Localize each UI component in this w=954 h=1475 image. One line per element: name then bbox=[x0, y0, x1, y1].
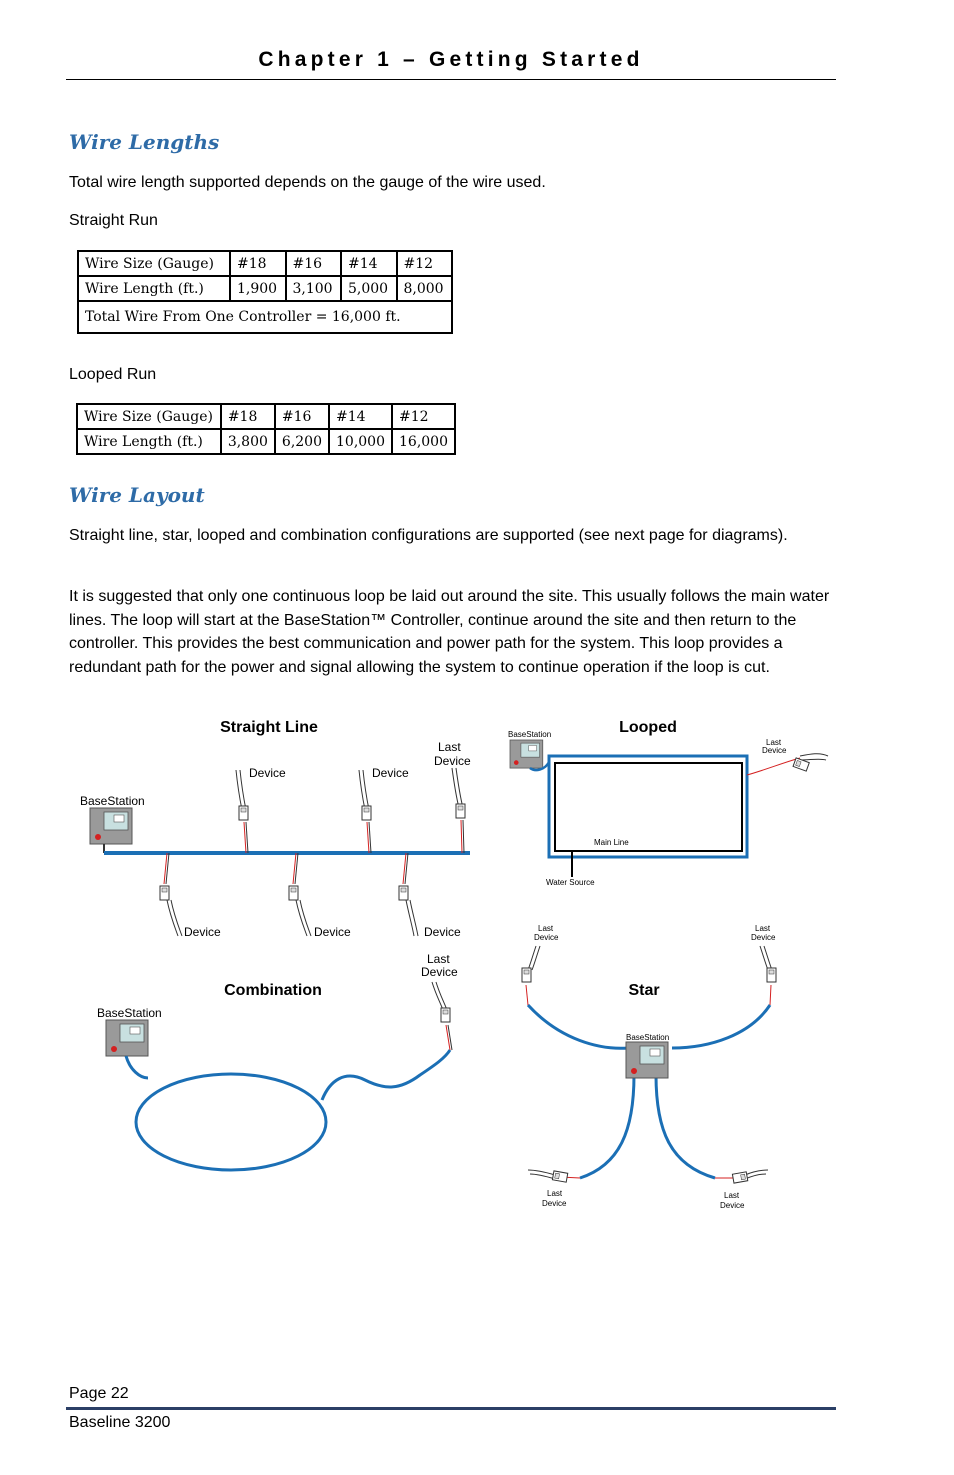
table-cell: #12 bbox=[397, 251, 453, 276]
table-cell: 3,800 bbox=[221, 429, 275, 454]
device-label: Device bbox=[762, 746, 787, 755]
basestation-label: BaseStation bbox=[626, 1033, 670, 1042]
basestation-controller-icon bbox=[510, 740, 543, 768]
basestation-controller-icon bbox=[626, 1042, 668, 1078]
last-label: Last bbox=[755, 924, 771, 933]
looped-run-label: Looped Run bbox=[69, 366, 157, 383]
device-icon bbox=[160, 886, 169, 900]
looped-title: Looped bbox=[619, 719, 677, 736]
main-line bbox=[555, 763, 742, 851]
table-row bbox=[78, 276, 452, 301]
table-cell: 10,000 bbox=[329, 429, 392, 454]
table-row bbox=[77, 429, 455, 454]
basestation-label: BaseStation bbox=[80, 794, 145, 808]
wire-lengths-intro: Total wire length supported depends on the gauge of the wire used. bbox=[69, 174, 546, 191]
table-cell: Wire Size (Gauge) bbox=[78, 251, 230, 276]
device-icon bbox=[732, 1172, 747, 1183]
last-label: Last bbox=[724, 1191, 740, 1200]
table-cell: #18 bbox=[221, 404, 275, 429]
device-label: Device bbox=[751, 933, 776, 942]
last-label: Last bbox=[547, 1189, 563, 1198]
last-label: Last bbox=[538, 924, 554, 933]
table-cell: #16 bbox=[275, 404, 329, 429]
table-cell: 6,200 bbox=[275, 429, 329, 454]
star-wire bbox=[672, 1005, 770, 1048]
device-icon bbox=[522, 968, 531, 982]
straight-run-label: Straight Run bbox=[69, 212, 158, 229]
document-name: Baseline 3200 bbox=[69, 1414, 171, 1431]
last-label: Last bbox=[438, 740, 461, 754]
table-row bbox=[78, 301, 452, 333]
device-label: Device bbox=[249, 766, 286, 780]
star-title: Star bbox=[628, 982, 660, 999]
table-cell: #14 bbox=[329, 404, 392, 429]
device-label: Device bbox=[424, 925, 461, 939]
device-label: Device bbox=[372, 766, 409, 780]
device-label: Device bbox=[184, 925, 221, 939]
table-cell: Wire Size (Gauge) bbox=[77, 404, 221, 429]
star-wire bbox=[580, 1075, 634, 1178]
wire-layout-para1: Straight line, star, looped and combination configurations are supported (see next page for diagrams). bbox=[69, 527, 788, 544]
straight-run-table bbox=[77, 250, 453, 334]
device-label: Device bbox=[314, 925, 351, 939]
wire-lengths-heading: Wire Lengths bbox=[69, 130, 220, 154]
star-wire bbox=[528, 1005, 628, 1048]
table-cell: 16,000 bbox=[392, 429, 455, 454]
device-icon bbox=[289, 886, 298, 900]
device-label: Device bbox=[542, 1199, 567, 1208]
combination-title: Combination bbox=[224, 982, 322, 999]
combination-diagram bbox=[97, 952, 458, 1170]
device-label: Device bbox=[720, 1201, 745, 1210]
table-cell: Wire Length (ft.) bbox=[78, 276, 230, 301]
device-icon bbox=[399, 886, 408, 900]
basestation-controller-icon bbox=[106, 1020, 148, 1056]
table-row bbox=[77, 404, 455, 429]
device-icon bbox=[441, 1008, 450, 1022]
wire-layout-para2: It is suggested that only one continuous loop be laid out around the site. This usually follows the main water lines. The loop will start at the BaseStation™ Controller, continue around the site and then return to the controller. This provides the best communication and power path for the system. This loop provides a redundant path for the power and signal allowing the system to continue operation if the loop is cut. bbox=[69, 588, 830, 676]
wire-layout-heading: Wire Layout bbox=[69, 483, 205, 507]
table-cell: #18 bbox=[230, 251, 286, 276]
loop-wire bbox=[549, 756, 747, 857]
table-cell: 8,000 bbox=[397, 276, 453, 301]
basestation-controller-icon bbox=[90, 808, 132, 844]
straight-line-diagram bbox=[80, 719, 471, 939]
table-cell: 1,900 bbox=[230, 276, 286, 301]
wire-layout-diagrams bbox=[0, 705, 954, 1225]
straight-line-title: Straight Line bbox=[220, 719, 318, 736]
combination-branch-wire bbox=[322, 1050, 450, 1100]
basestation-label: BaseStation bbox=[97, 1006, 162, 1020]
looped-diagram bbox=[508, 719, 828, 887]
device-label: Device bbox=[421, 965, 458, 979]
device-label: Device bbox=[434, 754, 471, 768]
footer-rule bbox=[66, 1407, 836, 1410]
device-icon bbox=[362, 806, 371, 820]
device-icon bbox=[552, 1171, 567, 1182]
page-number: Page 22 bbox=[69, 1385, 129, 1402]
star-diagram bbox=[522, 924, 776, 1210]
basestation-label: BaseStation bbox=[508, 730, 552, 739]
table-row bbox=[78, 251, 452, 276]
main-line-label: Main Line bbox=[594, 838, 629, 847]
star-wire bbox=[656, 1075, 715, 1178]
table-cell: #14 bbox=[341, 251, 397, 276]
table-cell: #12 bbox=[392, 404, 455, 429]
looped-run-table bbox=[76, 403, 456, 455]
table-cell: 5,000 bbox=[341, 276, 397, 301]
header-rule bbox=[66, 79, 836, 80]
device-icon bbox=[767, 968, 776, 982]
last-label: Last bbox=[427, 952, 450, 966]
table-total-cell: Total Wire From One Controller = 16,000 ft. bbox=[78, 301, 452, 333]
last-label: Last bbox=[766, 738, 782, 747]
device-icon bbox=[239, 806, 248, 820]
table-cell: Wire Length (ft.) bbox=[77, 429, 221, 454]
table-cell: #16 bbox=[286, 251, 342, 276]
water-source-label: Water Source bbox=[546, 878, 595, 887]
device-icon bbox=[456, 804, 465, 818]
chapter-header: Chapter 1 – Getting Started bbox=[258, 48, 644, 71]
table-cell: 3,100 bbox=[286, 276, 342, 301]
loop-wire bbox=[136, 1074, 326, 1170]
device-label: Device bbox=[534, 933, 559, 942]
